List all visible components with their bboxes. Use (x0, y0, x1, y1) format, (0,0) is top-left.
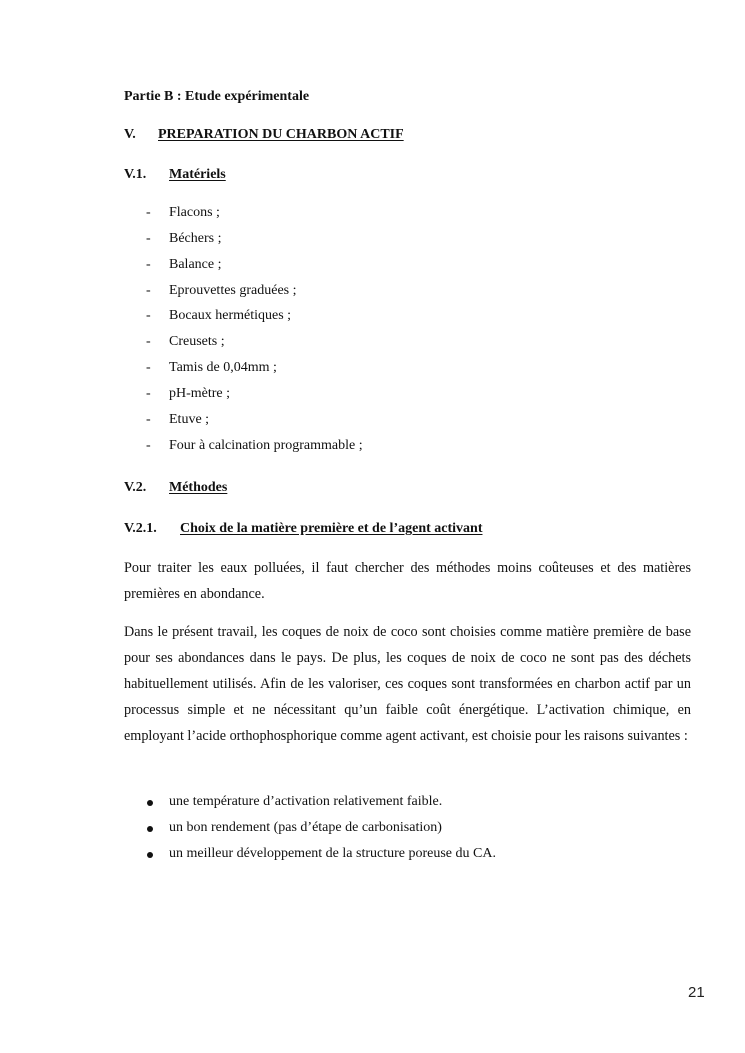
list-item (0, 257, 745, 277)
bullet-item (0, 794, 745, 814)
list-item-text: Etuve ; (169, 412, 210, 427)
list-item-text: Tamis de 0,04mm ; (169, 360, 277, 375)
dash-marker: - (146, 360, 151, 375)
subsection-heading-materiels (124, 167, 226, 183)
subsection-heading-methodes (124, 480, 228, 496)
dash-marker: - (146, 308, 151, 323)
bullet-item (0, 846, 745, 866)
list-item-text: Four à calcination programmable ; (169, 438, 363, 453)
list-item (0, 360, 745, 380)
subsubsection-title: Choix de la matière première et de l’agent activant (180, 521, 483, 536)
subsection-number: V.2. (124, 480, 147, 495)
dash-marker: - (146, 231, 151, 246)
subsection-title: Méthodes (169, 480, 228, 495)
list-item-text: Eprouvettes graduées ; (169, 283, 297, 298)
list-item-text: Bocaux hermétiques ; (169, 308, 292, 323)
dash-marker: - (146, 205, 151, 220)
dash-marker: - (146, 257, 151, 272)
list-item (0, 308, 745, 328)
section-number: V. (124, 127, 136, 142)
bullet-icon (147, 826, 153, 832)
list-item (0, 231, 745, 251)
list-item (0, 438, 745, 458)
bullet-icon (147, 800, 153, 806)
list-item-text: Flacons ; (169, 205, 220, 220)
page-number: 21 (688, 984, 705, 1001)
list-item (0, 205, 745, 225)
list-item (0, 283, 745, 303)
list-item (0, 412, 745, 432)
list-item-text: pH-mètre ; (169, 386, 231, 401)
subsubsection-heading (124, 521, 483, 537)
bullet-item (0, 820, 745, 840)
part-title: Partie B : Etude expérimentale (124, 89, 310, 104)
bullet-item-text: une température d’activation relativement faible. (169, 794, 443, 809)
bullet-item-text: un meilleur développement de la structure poreuse du CA. (169, 846, 496, 861)
bullet-item-text: un bon rendement (pas d’étape de carbonisation) (169, 820, 442, 835)
list-item-text: Creusets ; (169, 334, 225, 349)
bullet-icon (147, 852, 153, 858)
section-title: PREPARATION DU CHARBON ACTIF (158, 127, 404, 142)
list-item (0, 386, 745, 406)
dash-marker: - (146, 438, 151, 453)
list-item-text: Béchers ; (169, 231, 222, 246)
subsubsection-number: V.2.1. (124, 521, 157, 536)
dash-marker: - (146, 283, 151, 298)
paragraph: Pour traiter les eaux polluées, il faut chercher des méthodes moins coûteuses et des matières premières en abondance. (124, 560, 691, 602)
list-item (0, 334, 745, 354)
list-item-text: Balance ; (169, 257, 222, 272)
dash-marker: - (146, 386, 151, 401)
paragraph: Dans le présent travail, les coques de noix de coco sont choisies comme matière première de base pour ses abondances dans le pays. De plus, les coques de noix de coco ne sont pas des déchets habituellement utilisés. Afin de les valoriser, ces coques sont transformées en charbon actif par un processus simple et ne nécessitant qu’un faible coût énergétique. L’activation chimique, en employant l’acide orthophosphorique comme agent activant, est choisie pour les raisons suivantes : (124, 624, 691, 744)
dash-marker: - (146, 334, 151, 349)
dash-marker: - (146, 412, 151, 427)
subsection-title: Matériels (169, 167, 226, 182)
subsection-number: V.1. (124, 167, 147, 182)
section-heading (124, 127, 404, 143)
